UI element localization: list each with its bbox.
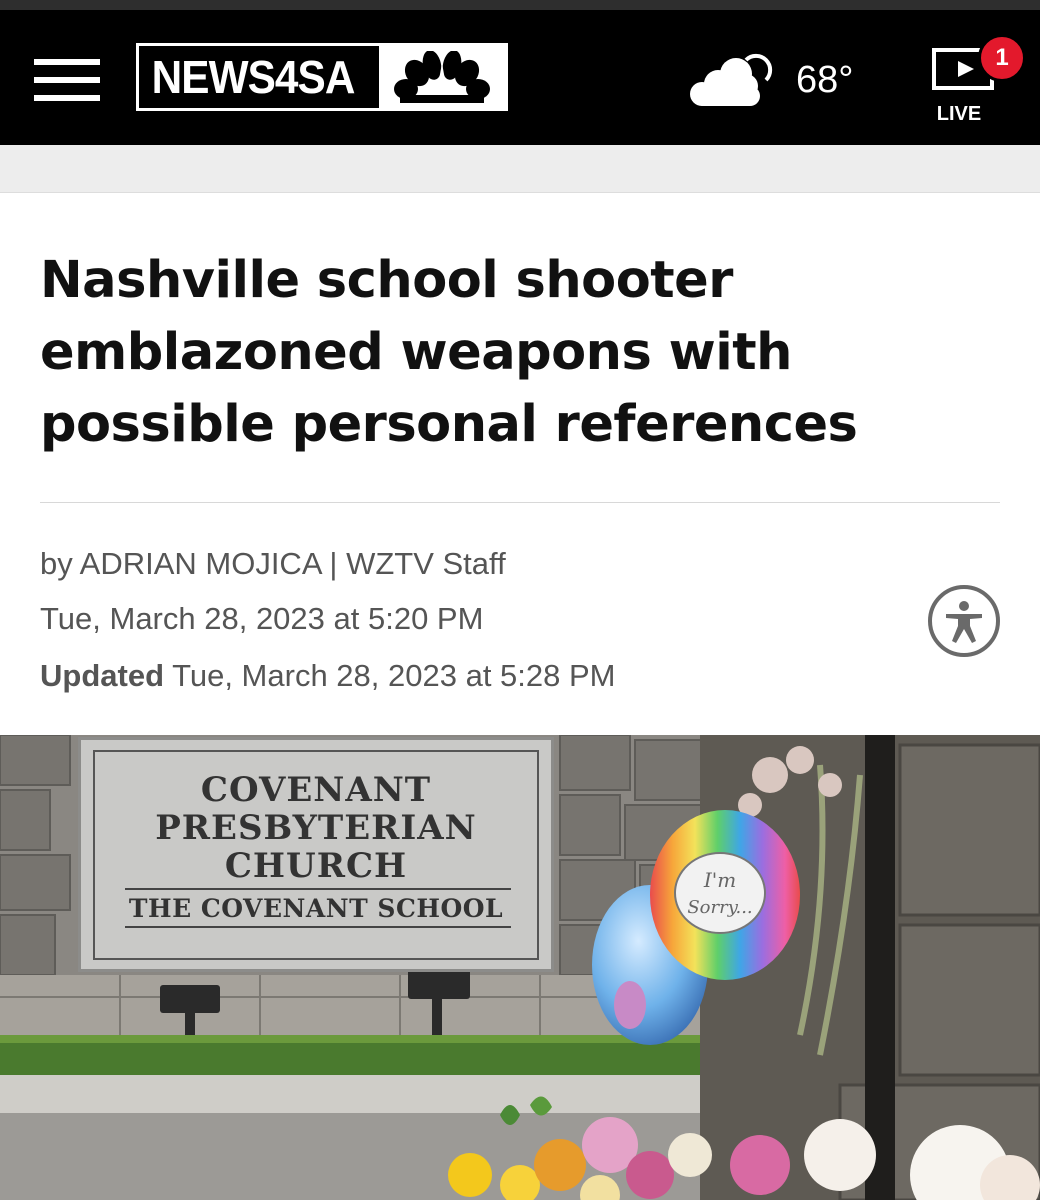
ad-band bbox=[0, 145, 1040, 193]
site-logo[interactable] bbox=[136, 43, 508, 111]
peacock-icon bbox=[379, 46, 505, 108]
updated-label: Updated bbox=[40, 658, 164, 693]
sign-line-4: THE COVENANT SCHOOL bbox=[128, 894, 504, 923]
notification-badge: 1 bbox=[978, 34, 1026, 82]
live-button[interactable] bbox=[918, 36, 1028, 126]
hamburger-icon[interactable] bbox=[34, 55, 102, 107]
status-strip bbox=[0, 0, 1040, 10]
divider bbox=[40, 502, 1000, 503]
balloon-text-1: I'm bbox=[703, 868, 737, 892]
balloon-text-2: Sorry... bbox=[687, 897, 753, 918]
partly-cloudy-icon bbox=[684, 50, 774, 110]
live-label: LIVE bbox=[936, 103, 982, 125]
article-photo[interactable] bbox=[0, 735, 1040, 1200]
updated-time: Tue, March 28, 2023 at 5:28 PM bbox=[172, 658, 616, 693]
accessibility-icon[interactable] bbox=[928, 585, 1000, 657]
updated-date bbox=[40, 658, 616, 694]
weather-widget[interactable] bbox=[684, 50, 864, 110]
logo-text: NEWS4SA bbox=[151, 51, 355, 103]
published-date: Tue, March 28, 2023 at 5:20 PM bbox=[40, 601, 484, 636]
sign-line-2: PRESBYTERIAN bbox=[155, 808, 477, 848]
sign-line-3: CHURCH bbox=[224, 846, 408, 886]
church-sign bbox=[78, 737, 554, 972]
byline: by ADRIAN MOJICA | WZTV Staff bbox=[40, 546, 506, 581]
temperature: 68° bbox=[796, 59, 854, 101]
sign-line-1: COVENANT bbox=[200, 770, 432, 810]
article-headline: Nashville school shooter emblazoned weapons with possible personal references bbox=[40, 251, 858, 454]
site-header bbox=[0, 10, 1040, 145]
